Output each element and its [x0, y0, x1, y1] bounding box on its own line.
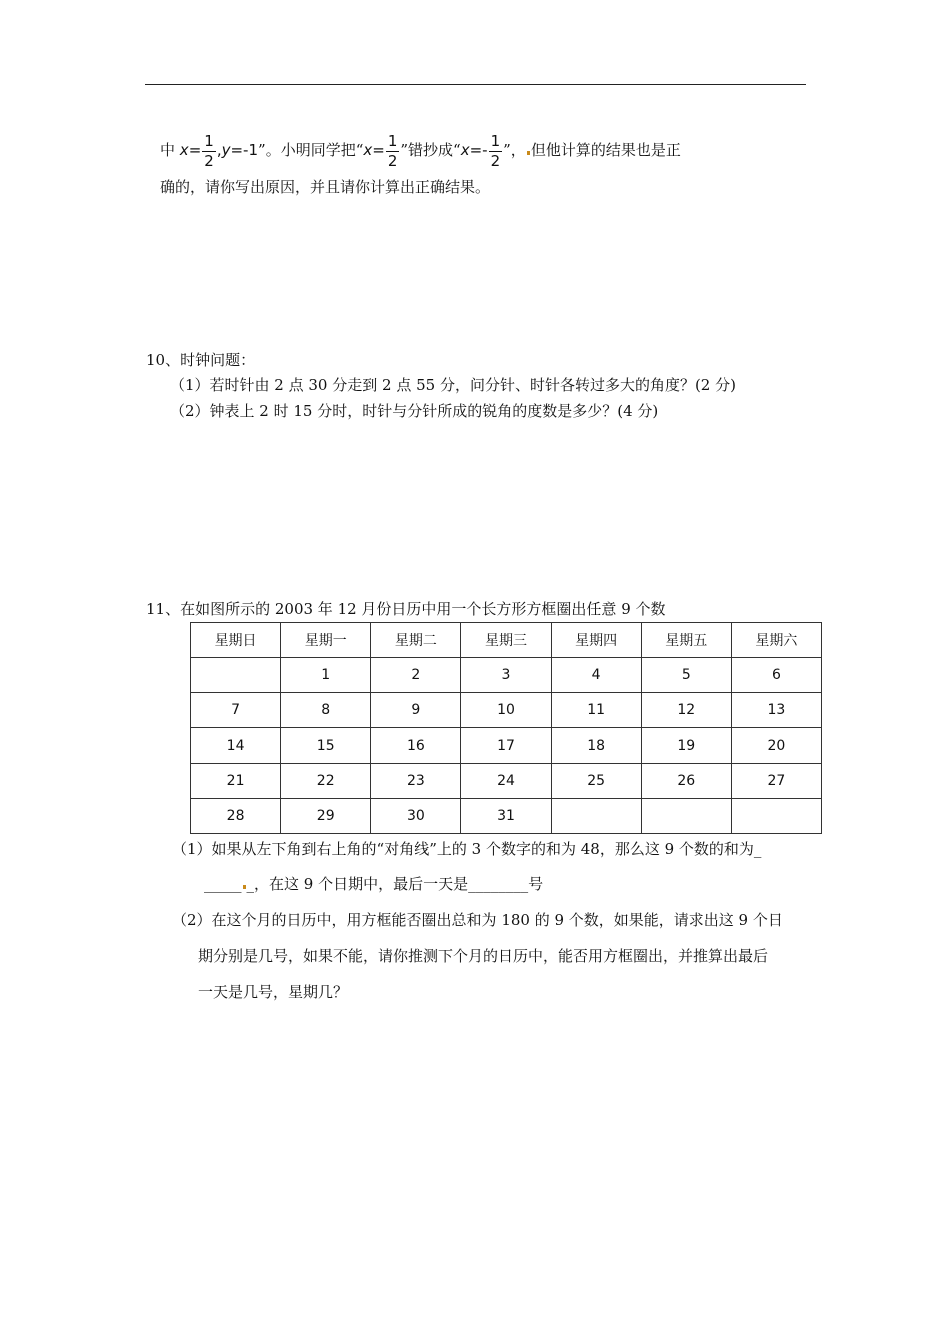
math-fraction-2 — [386, 132, 400, 171]
calendar-day-cell: 16 — [371, 728, 461, 763]
calendar-week-row — [191, 658, 822, 693]
calendar-day-cell: 22 — [281, 763, 371, 798]
math-var-x: x — [179, 141, 189, 159]
q11-part-2-line-2: 期分别是几号，如果不能，请你推测下个月的日历中，能否用方框圈出，并推算出最后 — [198, 947, 769, 965]
calendar-day-cell: 28 — [191, 798, 281, 833]
calendar-day-cell: 11 — [551, 693, 641, 728]
calendar-day-cell: 24 — [461, 763, 551, 798]
calendar-header-cell: 星期二 — [371, 623, 461, 658]
calendar-header-cell: 星期六 — [731, 623, 821, 658]
math-value-1: 1 — [248, 141, 259, 159]
calendar-week-row — [191, 693, 822, 728]
calendar-day-cell: 17 — [461, 728, 551, 763]
fraction-numerator-2: 1 — [387, 131, 398, 150]
q9-text-2: 。小明同学把“ — [265, 141, 364, 159]
calendar-day-cell: 23 — [371, 763, 461, 798]
calendar-day-cell: 12 — [641, 693, 731, 728]
q9-text-4: ”， — [503, 141, 526, 159]
calendar-day-cell: 18 — [551, 728, 641, 763]
header-rule — [145, 84, 806, 85]
calendar-day-cell: 2 — [371, 658, 461, 693]
math-var-x-3: x — [460, 141, 470, 159]
fraction-numerator: 1 — [204, 131, 214, 150]
calendar-day-cell: 13 — [731, 693, 821, 728]
calendar-header-cell: 星期日 — [191, 623, 281, 658]
mark-dot-icon-2 — [243, 885, 246, 889]
calendar-day-cell: 27 — [731, 763, 821, 798]
answer-blank-1[interactable]: _____ — [204, 875, 242, 893]
calendar-day-cell: 8 — [281, 693, 371, 728]
calendar-table — [190, 622, 822, 834]
calendar-day-cell — [551, 798, 641, 833]
q10-title: 10、时钟问题： — [146, 351, 256, 369]
calendar-day-cell: 20 — [731, 728, 821, 763]
q9-text-5: 但他计算的结果也是正 — [530, 141, 681, 159]
calendar-week-row — [191, 798, 822, 833]
q10-part-1: （1）若时针由 2 点 30 分走到 2 点 55 分，问分针、时针各转过多大的角度？(2 分) — [170, 376, 736, 394]
q9-text-3: ”错抄成“ — [400, 141, 461, 159]
math-var-x-2: x — [363, 141, 373, 159]
calendar-day-cell — [641, 798, 731, 833]
math-equals-2: = — [372, 141, 385, 159]
calendar-header-cell: 星期五 — [641, 623, 731, 658]
q9-quote: ” — [258, 141, 266, 159]
q9-line-1 — [160, 128, 681, 172]
calendar-day-cell: 1 — [281, 658, 371, 693]
calendar-day-cell: 29 — [281, 798, 371, 833]
calendar-day-cell: 14 — [191, 728, 281, 763]
q11-part-1-line-2 — [204, 873, 543, 895]
calendar-header-row — [191, 623, 822, 658]
fraction-denominator-2: 2 — [387, 151, 398, 170]
q9-text-zhong: 中 — [160, 141, 176, 159]
calendar-day-cell — [191, 658, 281, 693]
calendar-day-cell: 3 — [461, 658, 551, 693]
calendar-day-cell: 31 — [461, 798, 551, 833]
calendar-day-cell: 7 — [191, 693, 281, 728]
math-fraction-3 — [489, 132, 503, 171]
mark-dot-icon — [527, 151, 530, 155]
calendar-header-cell: 星期三 — [461, 623, 551, 658]
calendar-day-cell: 4 — [551, 658, 641, 693]
calendar-day-cell — [731, 798, 821, 833]
math-fraction — [202, 132, 216, 171]
calendar-day-cell: 15 — [281, 728, 371, 763]
calendar-day-cell: 6 — [731, 658, 821, 693]
calendar-day-cell: 10 — [461, 693, 551, 728]
math-equals-neg: =- — [230, 141, 249, 159]
math-equals-neg-2: =- — [469, 141, 488, 159]
q11-part-2-line-1: （2）在这个月的日历中，用方框能否圈出总和为 180 的 9 个数，如果能，请求出这 9 个日 — [172, 911, 783, 929]
q11-title: 11、在如图所示的 2003 年 12 月份日历中用一个长方形方框圈出任意 9 个数 — [146, 600, 666, 618]
calendar-day-cell: 21 — [191, 763, 281, 798]
fraction-denominator-3: 2 — [490, 151, 501, 170]
math-var-y: y — [221, 141, 231, 159]
q10-part-2: （2）钟表上 2 时 15 分时，时针与分针所成的锐角的度数是多少？(4 分) — [170, 402, 659, 420]
calendar-day-cell: 25 — [551, 763, 641, 798]
fraction-numerator-3: 1 — [490, 131, 501, 150]
q11-part-2-line-3: 一天是几号，星期几？ — [198, 983, 349, 1001]
calendar-day-cell: 5 — [641, 658, 731, 693]
calendar-header-cell: 星期一 — [281, 623, 371, 658]
calendar-day-cell: 9 — [371, 693, 461, 728]
calendar-header-cell: 星期四 — [551, 623, 641, 658]
calendar-day-cell: 19 — [641, 728, 731, 763]
calendar-week-row — [191, 728, 822, 763]
math-equals: = — [188, 141, 202, 159]
q11-part-1-line-1: （1）如果从左下角到右上角的“对角线”上的 3 个数字的和为 48，那么这 9 个数的和为_ — [172, 840, 762, 858]
calendar-day-cell: 30 — [371, 798, 461, 833]
fraction-denominator: 2 — [204, 151, 214, 170]
math-comma: , — [216, 141, 222, 159]
q9-line-2: 确的，请你写出原因，并且请你计算出正确结果。 — [160, 178, 491, 196]
calendar-day-cell: 26 — [641, 763, 731, 798]
q11-part-1-tail: _，在这 9 个日期中，最后一天是________号 — [246, 875, 544, 893]
calendar-week-row — [191, 763, 822, 798]
